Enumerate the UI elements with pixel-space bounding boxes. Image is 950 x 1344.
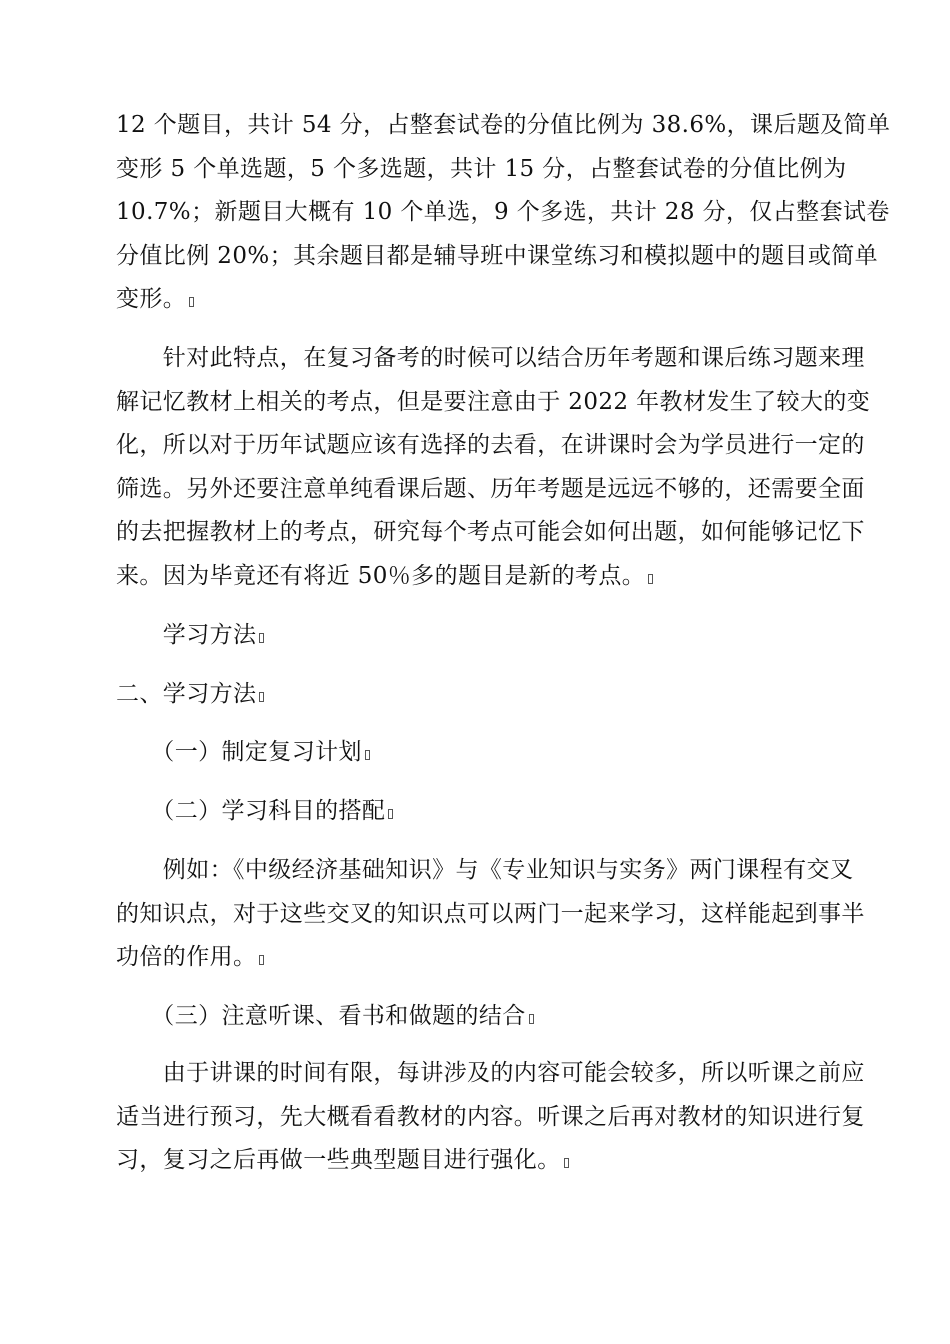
text-line: 变形 5 个单选题，5 个多选题，共计 15 分，占整套试卷的分值比例为 [116, 155, 847, 182]
text-line: 分值比例 20%；其余题目都是辅导班中课堂练习和模拟题中的题目或简单 [116, 242, 879, 269]
paragraph-mark-icon [189, 297, 194, 307]
paragraph-subject-pairing [116, 849, 865, 980]
item-three-heading [116, 995, 838, 1039]
paragraph-mark-icon [529, 1014, 534, 1024]
text-line: 10.7%；新题目大概有 10 个单选，9 个多选，共计 28 分，仅占整套试卷 [116, 199, 890, 226]
heading-study-method [116, 614, 838, 658]
text-line: 习，复习之后再做一些典型题目进行强化。 [116, 1147, 561, 1174]
paragraph-mark-icon [388, 809, 393, 819]
paragraph-score-distribution [116, 104, 891, 322]
section-two-heading [116, 673, 838, 717]
text-line: 的知识点，对于这些交叉的知识点可以两门一起来学习，这样能起到事半 [116, 900, 865, 927]
item-text: （二）学习科目的搭配 [116, 798, 386, 824]
text-line: 筛选。另外还要注意单纯看课后题、历年考题是远远不够的，还需要全面 [116, 475, 865, 502]
paragraph-mark-icon [648, 574, 653, 584]
text-line: 适当进行预习，先大概看看教材的内容。听课之后再对教材的知识进行复 [116, 1103, 865, 1130]
text-line: 针对此特点，在复习备考的时候可以结合历年考题和课后练习题来理 [116, 345, 865, 371]
paragraph-listening-reading [116, 1052, 865, 1183]
text-line: 变形。 [116, 286, 187, 313]
heading-text: 学习方法 [116, 622, 257, 648]
paragraph-exam-strategy [116, 337, 871, 599]
text-line-last [116, 936, 838, 980]
paragraph-mark-icon [259, 692, 264, 702]
text-line: 功倍的作用。 [116, 944, 257, 971]
text-line-last [116, 1139, 838, 1183]
text-line: 由于讲课的时间有限，每讲涉及的内容可能会较多，所以听课之前应 [116, 1060, 865, 1086]
text-line: 来。因为毕竟还有将近 50％多的题目是新的考点。 [116, 562, 646, 589]
paragraph-mark-icon [259, 955, 264, 965]
paragraph-mark-icon [564, 1158, 569, 1168]
section-text: 二、学习方法 [116, 681, 257, 707]
item-one-heading [116, 731, 838, 775]
item-two-heading [116, 790, 838, 834]
item-text: （三）注意听课、看书和做题的结合 [116, 1003, 526, 1029]
text-line: 化，所以对于历年试题应该有选择的去看，在讲课时会为学员进行一定的 [116, 432, 865, 459]
text-line: 解记忆教材上相关的考点，但是要注意由于 2022 年教材发生了较大的变 [116, 388, 871, 415]
paragraph-mark-icon [259, 633, 264, 643]
text-line: 的去把握教材上的考点，研究每个考点可能会如何出题，如何能够记忆下 [116, 519, 865, 546]
text-line: 12 个题目，共计 54 分，占整套试卷的分值比例为 38.6%，课后题及简单 [116, 112, 891, 138]
item-text: （一）制定复习计划 [116, 739, 362, 765]
text-line-last [116, 555, 838, 599]
text-line: 例如：《中级经济基础知识》与《专业知识与实务》两门课程有交叉 [116, 857, 854, 883]
paragraph-mark-icon [365, 750, 370, 760]
text-line-last [116, 278, 838, 322]
